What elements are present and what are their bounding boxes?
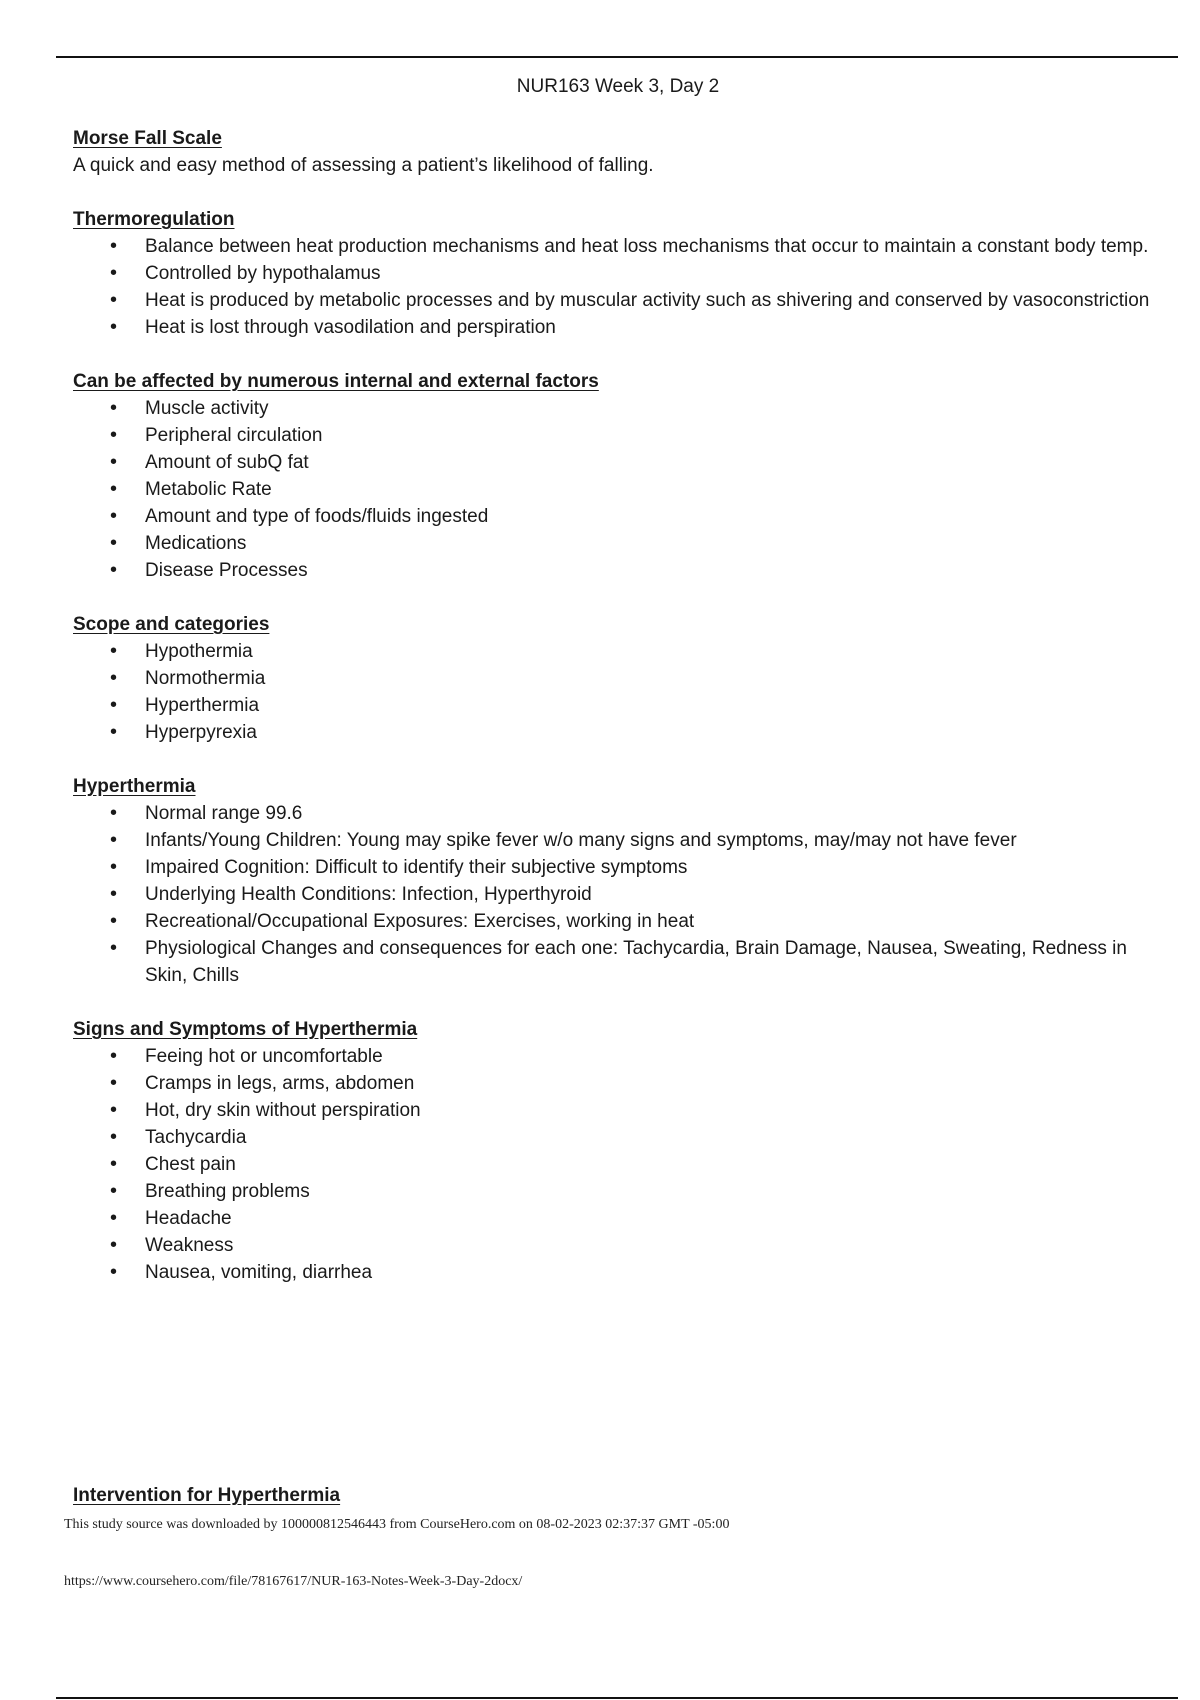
list-item: • Chest pain — [73, 1151, 1173, 1178]
list-item: • Normothermia — [73, 665, 1173, 692]
bullet-list — [73, 800, 1173, 989]
source-url-link[interactable]: https://www.coursehero.com/file/78167617/NUR-163-Notes-Week-3-Day-2docx/ — [64, 1574, 523, 1589]
top-rule — [56, 56, 1178, 58]
list-item: • Normal range 99.6 — [73, 800, 1173, 827]
list-item: • Hyperthermia — [73, 692, 1173, 719]
section-hyperthermia — [73, 773, 1173, 989]
list-item: • Underlying Health Conditions: Infection, Hyperthyroid — [73, 881, 1173, 908]
list-item: • Physiological Changes and consequences for each one: Tachycardia, Brain Damage, Nausea, Sweating, Redness in Skin, Chills — [73, 935, 1173, 989]
list-item: • Metabolic Rate — [73, 476, 1173, 503]
list-item: • Cramps in legs, arms, abdomen — [73, 1070, 1173, 1097]
list-item: • Heat is lost through vasodilation and perspiration — [73, 314, 1173, 341]
document-body — [73, 125, 1173, 1313]
section-heading: Thermoregulation — [73, 209, 235, 230]
section-signs-and-symptoms — [73, 1016, 1173, 1286]
list-item: • Headache — [73, 1205, 1173, 1232]
bullet-list — [73, 233, 1173, 341]
list-item: • Controlled by hypothalamus — [73, 260, 1173, 287]
list-item: • Heat is produced by metabolic processes and by muscular activity such as shivering and conserved by vasoconstriction — [73, 287, 1173, 314]
list-item: • Weakness — [73, 1232, 1173, 1259]
bullet-list — [73, 638, 1173, 746]
bullet-list — [73, 395, 1173, 584]
section-heading: Hyperthermia — [73, 776, 196, 797]
list-item: • Peripheral circulation — [73, 422, 1173, 449]
list-item: • Tachycardia — [73, 1124, 1173, 1151]
bullet-list — [73, 1043, 1173, 1286]
section-thermoregulation — [73, 206, 1173, 341]
section-heading: Morse Fall Scale — [73, 128, 222, 149]
list-item: • Nausea, vomiting, diarrhea — [73, 1259, 1173, 1286]
list-item: • Hypothermia — [73, 638, 1173, 665]
list-item: • Hot, dry skin without perspiration — [73, 1097, 1173, 1124]
list-item: • Hyperpyrexia — [73, 719, 1173, 746]
list-item: • Impaired Cognition: Difficult to identify their subjective symptoms — [73, 854, 1173, 881]
document-title: NUR163 Week 3, Day 2 — [516, 76, 720, 97]
list-item: • Amount of subQ fat — [73, 449, 1173, 476]
section-morse-fall-scale — [73, 125, 1173, 179]
list-item: • Breathing problems — [73, 1178, 1173, 1205]
section-scope-and-categories — [73, 611, 1173, 746]
section-paragraph: A quick and easy method of assessing a patient’s likelihood of falling. — [73, 155, 654, 176]
download-source-notice: This study source was downloaded by 100000812546443 from CourseHero.com on 08-02-2023 02:37:37 GMT -05:00 — [64, 1517, 730, 1532]
list-item: • Medications — [73, 530, 1173, 557]
list-item: • Muscle activity — [73, 395, 1173, 422]
section-factors — [73, 368, 1173, 584]
list-item: • Balance between heat production mechanisms and heat loss mechanisms that occur to maintain a constant body temp. — [73, 233, 1173, 260]
section-heading: Signs and Symptoms of Hyperthermia — [73, 1019, 418, 1040]
bottom-rule — [56, 1697, 1178, 1699]
section-heading: Scope and categories — [73, 614, 270, 635]
list-item: • Feeing hot or uncomfortable — [73, 1043, 1173, 1070]
list-item: • Recreational/Occupational Exposures: Exercises, working in heat — [73, 908, 1173, 935]
section-heading: Can be affected by numerous internal and external factors — [73, 371, 599, 392]
section-heading-intervention: Intervention for Hyperthermia — [73, 1485, 341, 1506]
list-item: • Amount and type of foods/fluids ingested — [73, 503, 1173, 530]
list-item: • Infants/Young Children: Young may spike fever w/o many signs and symptoms, may/may not have fever — [73, 827, 1173, 854]
list-item: • Disease Processes — [73, 557, 1173, 584]
